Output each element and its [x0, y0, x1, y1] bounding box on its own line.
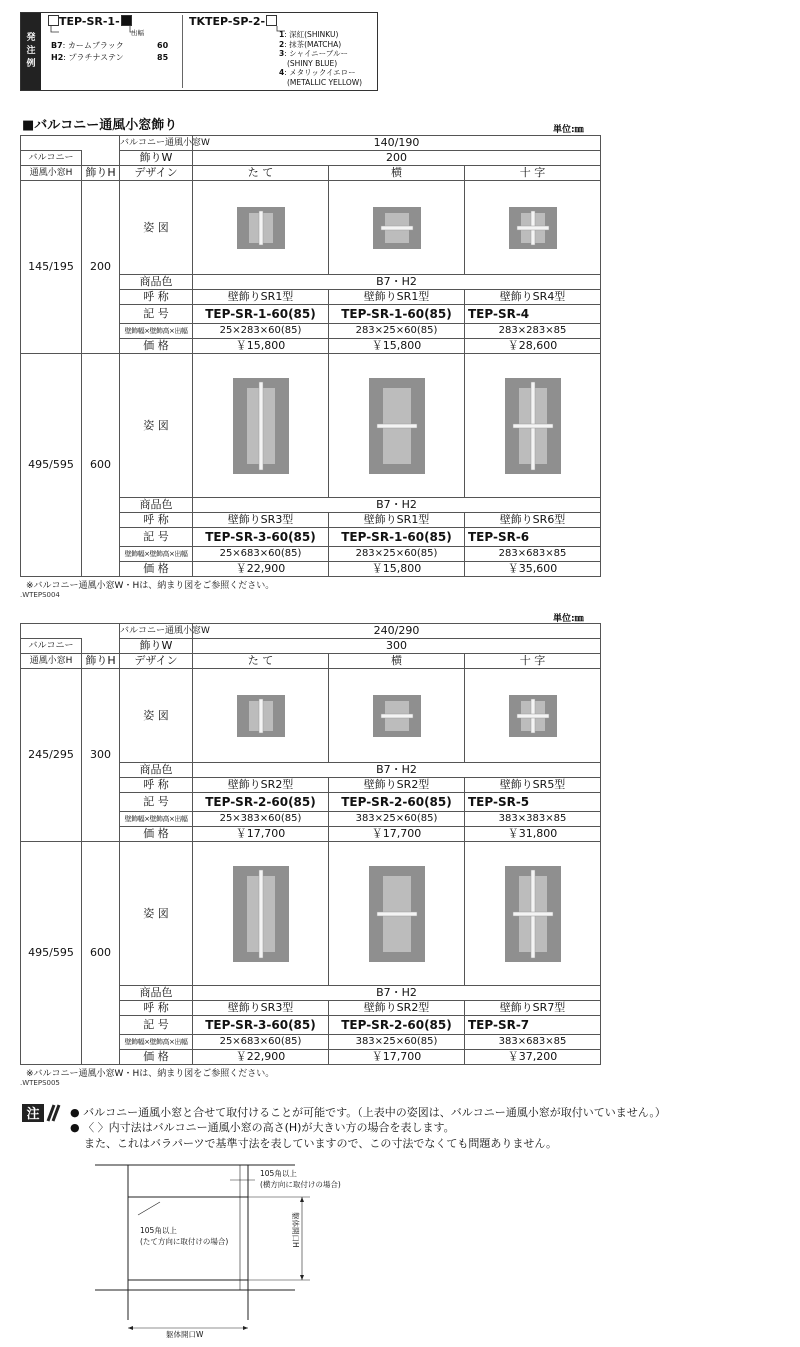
- design-header: た て: [193, 166, 329, 181]
- window-w-value: 140/190: [193, 136, 601, 151]
- product-dims: 283×25×60(85): [329, 324, 465, 339]
- section-title: ■バルコニー通風小窓飾り: [22, 118, 178, 133]
- product-dims: 383×683×85: [465, 1035, 601, 1050]
- checkbox-icon: [48, 15, 59, 26]
- product-price: ￥28,600: [465, 339, 601, 354]
- product-name: 壁飾りSR7型: [465, 1001, 601, 1016]
- option-item: 2: 抹茶(MATCHA): [279, 39, 342, 49]
- product-name: 壁飾りSR4型: [465, 290, 601, 305]
- horizontal-decoration-icon: [369, 866, 425, 962]
- product-dims: 283×283×85: [465, 324, 601, 339]
- product-code: TEP-SR-3-60(85): [193, 1016, 329, 1035]
- product-dims: 383×383×85: [465, 812, 601, 827]
- product-figure: [329, 354, 465, 498]
- product-table: [20, 623, 601, 1065]
- row-label-name: 呼 称: [120, 778, 193, 793]
- product-table: [20, 135, 601, 577]
- header-blank: [21, 136, 120, 151]
- diagram-label-h: 躯体開口H: [291, 1212, 300, 1248]
- product-figure: [465, 181, 601, 275]
- vertical-decoration-icon: [233, 866, 289, 962]
- row-label-color: 商品色: [120, 498, 193, 513]
- product-name: 壁飾りSR2型: [193, 778, 329, 793]
- installation-diagram: [90, 1160, 410, 1340]
- product-price: ￥17,700: [329, 827, 465, 842]
- product-dims: 283×683×85: [465, 547, 601, 562]
- option-item: (SHINY BLUE): [287, 58, 338, 68]
- product-name: 壁飾りSR6型: [465, 513, 601, 528]
- product-figure: [465, 354, 601, 498]
- color-value: B7・H2: [193, 763, 601, 778]
- header-design: デザイン: [120, 166, 193, 181]
- product-name: 壁飾りSR2型: [329, 1001, 465, 1016]
- product-dims: 25×283×60(85): [193, 324, 329, 339]
- design-header: 横: [329, 654, 465, 669]
- design-header: た て: [193, 654, 329, 669]
- header-blank: [82, 151, 120, 166]
- design-header: 十 字: [465, 166, 601, 181]
- svg-text:注: 注: [26, 1107, 40, 1122]
- row-label-figure: 姿 図: [120, 354, 193, 498]
- unit-label: 単位:㎜: [553, 614, 584, 624]
- product-code: TEP-SR-1-60(85): [329, 305, 465, 324]
- header-deco-w: 飾りW: [120, 639, 193, 654]
- row-label-dims: 壁飾幅×壁飾高×出幅: [120, 812, 193, 827]
- horizontal-decoration-icon: [369, 378, 425, 474]
- header-window-h-1: バルコニー: [21, 639, 82, 654]
- row-label-code: 記 号: [120, 305, 193, 324]
- diagram-label-top-2: (横方向に取付けの場合): [260, 1180, 341, 1189]
- row-label-dims: 壁飾幅×壁飾高×出幅: [120, 1035, 193, 1050]
- product-name: 壁飾りSR3型: [193, 513, 329, 528]
- table-footnote: ※バルコニー通風小窓W・Hは、納まり図をご参照ください。: [26, 581, 275, 591]
- deco-h-value: 600: [82, 842, 120, 1065]
- product-code: TEP-SR-5: [465, 793, 601, 812]
- row-label-figure: 姿 図: [120, 842, 193, 986]
- vertical-decoration-icon: [233, 378, 289, 474]
- header-blank: [82, 639, 120, 654]
- row-label-figure: 姿 図: [120, 181, 193, 275]
- product-figure: [193, 354, 329, 498]
- option-item: 3: シャイニーブルー: [279, 49, 349, 58]
- window-h-value: 495/595: [21, 354, 82, 577]
- row-label-color: 商品色: [120, 986, 193, 1001]
- product-price: ￥31,800: [465, 827, 601, 842]
- note-line-3: また、これはバラパーツで基準寸法を表していますので、この寸法でなくても問題ありません。: [84, 1137, 557, 1150]
- product-figure: [465, 669, 601, 763]
- option-list: [279, 30, 362, 87]
- header-window-h-2: 通風小窓H: [21, 166, 82, 181]
- cross-decoration-icon: [505, 378, 561, 474]
- row-label-color: 商品色: [120, 275, 193, 290]
- product-figure: [329, 181, 465, 275]
- product-code: TEP-SR-3-60(85): [193, 528, 329, 547]
- order-example-box: [20, 12, 378, 91]
- product-price: ￥22,900: [193, 1050, 329, 1065]
- product-figure: [193, 181, 329, 275]
- color-row-1: B7: カームブラック 60: [51, 41, 169, 50]
- product-code: TEP-SR-1-60(85): [329, 528, 465, 547]
- order-example-char-3: 例: [26, 59, 36, 69]
- product-figure: [193, 842, 329, 986]
- deco-h-value: 600: [82, 354, 120, 577]
- row-label-color: 商品色: [120, 763, 193, 778]
- header-window-w: バルコニー通風小窓W: [120, 624, 193, 639]
- product-name: 壁飾りSR1型: [329, 513, 465, 528]
- row-label-name: 呼 称: [120, 1001, 193, 1016]
- vertical-decoration-icon: [237, 207, 285, 249]
- row-label-name: 呼 称: [120, 290, 193, 305]
- header-deco-h: 飾りH: [82, 166, 120, 181]
- row-label-price: 価 格: [120, 562, 193, 577]
- product-code: TEP-SR-2-60(85): [329, 1016, 465, 1035]
- product-price: ￥15,800: [329, 562, 465, 577]
- cross-decoration-icon: [509, 207, 557, 249]
- window-w-value: 240/290: [193, 624, 601, 639]
- cross-decoration-icon: [509, 695, 557, 737]
- color-row-2: H2: プラチナステン 85: [51, 53, 169, 62]
- product-code: TEP-SR-6: [465, 528, 601, 547]
- product-price: ￥17,700: [193, 827, 329, 842]
- option-item: 4: メタリックイエロー: [279, 68, 356, 77]
- width-note: 出幅: [131, 29, 144, 37]
- bracket-lines-icon: [47, 26, 147, 40]
- checkbox-icon: [266, 15, 277, 26]
- header-window-h-2: 通風小窓H: [21, 654, 82, 669]
- product-name: 壁飾りSR3型: [193, 1001, 329, 1016]
- table-footnote: ※バルコニー通風小窓W・Hは、納まり図をご参照ください。: [26, 1069, 275, 1079]
- horizontal-decoration-icon: [373, 695, 421, 737]
- product-figure: [193, 669, 329, 763]
- product-figure: [329, 669, 465, 763]
- bracket-line-icon: [189, 26, 289, 36]
- horizontal-decoration-icon: [373, 207, 421, 249]
- option-item: (METALLIC YELLOW): [287, 77, 363, 87]
- product-code: TEP-SR-2-60(85): [329, 793, 465, 812]
- window-h-value: 145/195: [21, 181, 82, 354]
- product-name: 壁飾りSR1型: [193, 290, 329, 305]
- deco-h-value: 300: [82, 669, 120, 842]
- order-example-label: [21, 13, 41, 90]
- row-label-price: 価 格: [120, 1050, 193, 1065]
- cross-decoration-icon: [505, 866, 561, 962]
- product-dims: 25×683×60(85): [193, 547, 329, 562]
- product-price: ￥35,600: [465, 562, 601, 577]
- unit-label: 単位:㎜: [553, 125, 584, 135]
- table-ref-code: .WTEPS005: [20, 1079, 60, 1087]
- header-deco-w: 飾りW: [120, 151, 193, 166]
- header-blank: [21, 624, 120, 639]
- diagram-label-top-1: 105角以上: [260, 1169, 297, 1178]
- note-line-1: ● バルコニー通風小窓と合せて取付けることが可能です。（上表中の姿図は、バルコニー通風小窓が取付いていません。）: [70, 1106, 666, 1119]
- product-price: ￥17,700: [329, 1050, 465, 1065]
- order-option-code: [189, 15, 373, 88]
- product-name: 壁飾りSR5型: [465, 778, 601, 793]
- product-figure: [329, 842, 465, 986]
- product-price: ￥15,800: [329, 339, 465, 354]
- product-code: TEP-SR-1-60(85): [193, 305, 329, 324]
- product-code: TEP-SR-7: [465, 1016, 601, 1035]
- design-header: 十 字: [465, 654, 601, 669]
- row-label-code: 記 号: [120, 1016, 193, 1035]
- product-dims: 383×25×60(85): [329, 812, 465, 827]
- row-label-code: 記 号: [120, 528, 193, 547]
- row-label-price: 価 格: [120, 827, 193, 842]
- header-window-h-1: バルコニー: [21, 151, 82, 166]
- order-example-char-1: 発: [26, 33, 36, 43]
- order-example-char-2: 注: [26, 46, 36, 56]
- diagram-label-left-1: 105角以上: [140, 1226, 177, 1235]
- vertical-decoration-icon: [237, 695, 285, 737]
- product-code: TEP-SR-4: [465, 305, 601, 324]
- order-main-code: [47, 15, 183, 88]
- row-label-code: 記 号: [120, 793, 193, 812]
- design-header: 横: [329, 166, 465, 181]
- deco-w-value: 200: [193, 151, 601, 166]
- deco-w-value: 300: [193, 639, 601, 654]
- main-code-text: TEP-SR-1-: [59, 15, 120, 28]
- row-label-dims: 壁飾幅×壁飾高×出幅: [120, 324, 193, 339]
- color-value: B7・H2: [193, 986, 601, 1001]
- note-mark-icon: [22, 1104, 60, 1122]
- row-label-price: 価 格: [120, 339, 193, 354]
- deco-h-value: 200: [82, 181, 120, 354]
- window-h-value: 495/595: [21, 842, 82, 1065]
- product-price: ￥22,900: [193, 562, 329, 577]
- row-label-name: 呼 称: [120, 513, 193, 528]
- diagram-label-w: 躯体開口W: [166, 1330, 204, 1339]
- product-dims: 283×25×60(85): [329, 547, 465, 562]
- color-value: B7・H2: [193, 498, 601, 513]
- table-ref-code: .WTEPS004: [20, 591, 60, 599]
- filled-box-icon: [121, 15, 132, 26]
- option-code-text: TKTEP-SP-2-: [189, 15, 266, 28]
- product-name: 壁飾りSR1型: [329, 290, 465, 305]
- note-line-2: ● 〈 〉内寸法はバルコニー通風小窓の高さ(H)が大きい方の場合を表します。: [70, 1121, 455, 1134]
- color-value: B7・H2: [193, 275, 601, 290]
- product-price: ￥15,800: [193, 339, 329, 354]
- option-item: 1: 深紅(SHINKU): [279, 30, 339, 39]
- header-deco-h: 飾りH: [82, 654, 120, 669]
- row-label-dims: 壁飾幅×壁飾高×出幅: [120, 547, 193, 562]
- product-name: 壁飾りSR2型: [329, 778, 465, 793]
- product-price: ￥37,200: [465, 1050, 601, 1065]
- product-figure: [465, 842, 601, 986]
- header-window-w: バルコニー通風小窓W: [120, 136, 193, 151]
- product-dims: 25×383×60(85): [193, 812, 329, 827]
- window-h-value: 245/295: [21, 669, 82, 842]
- diagram-label-left-2: (たて方向に取付けの場合): [140, 1237, 229, 1246]
- row-label-figure: 姿 図: [120, 669, 193, 763]
- product-code: TEP-SR-2-60(85): [193, 793, 329, 812]
- product-dims: 25×683×60(85): [193, 1035, 329, 1050]
- product-dims: 383×25×60(85): [329, 1035, 465, 1050]
- header-design: デザイン: [120, 654, 193, 669]
